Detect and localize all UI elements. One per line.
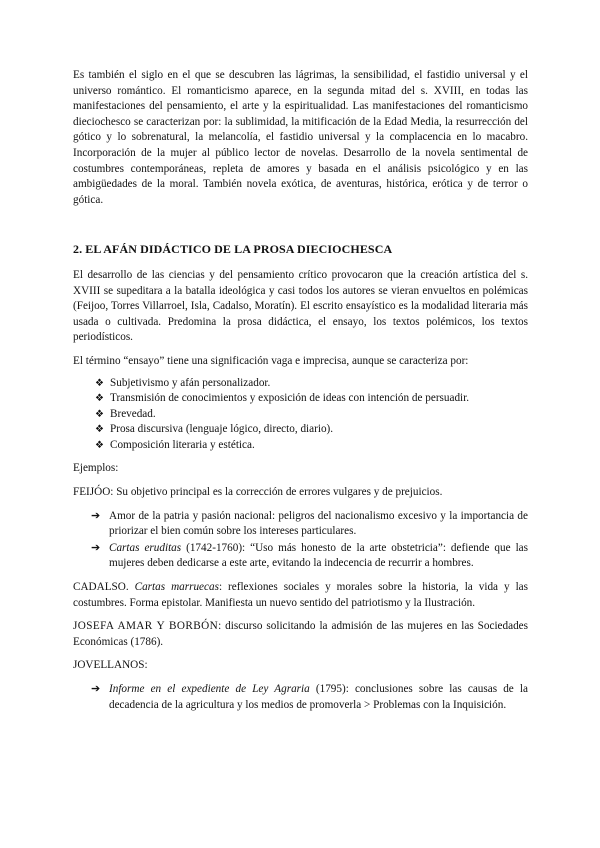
section-paragraph-2: El término “ensayo” tiene una significación vaga e imprecisa, aunque se caracteriza por: [73, 354, 469, 367]
section-paragraph-1: El desarrollo de las ciencias y del pensamiento crítico provocaron que la creación artística del s. XVIII se supeditara a la batalla ideológica y casi todos los autores se vieran envueltos en polémicas (Feijoo, Torres Villarroel, Isla, Cadalso, Moratín). El escrito ensayístico es la modalidad literaria más usada o cultivada. Predomina la prosa didáctica, el ensayo, los textos polémicos, los textos periodísticos. [73, 268, 528, 344]
diamond-bullet-icon: ❖ [95, 393, 104, 405]
list-item: ❖ Prosa discursiva (lenguaje lógico, directo, diario). [95, 422, 528, 438]
diamond-bullet-icon: ❖ [95, 439, 104, 451]
intro-paragraph: Es también el siglo en el que se descubren las lágrimas, la sensibilidad, el fastidio universal y el universo romántico. El romanticismo aparece, en la segunda mitad del s. XVIII, en todas las manifestaciones del pensamiento, el arte y la espiritualidad. Las manifestaciones del romanticismo dieciochesco se caracterizan por: la sublimidad, la mitificación de la Edad Media, la resurrección del gótico y lo sobrenatural, la melancolía, el fastidio universal y la complacencia en lo macabro. Incorporación de la mujer al público lector de novelas. Desarrollo de la novela sentimental de costumbres contemporáneas, repleta de amores y basada en el análisis psicológico y en las ambigüedades de la moral. También novela exótica, de aventuras, histórica, erótica y de terror o gótica. [73, 69, 528, 206]
work-title: Informe en el expediente de Ley Agraria [109, 683, 310, 695]
arrow-bullet-icon: ➔ [91, 683, 101, 695]
cadalso-paragraph: CADALSO. Cartas marruecas: reflexiones sociales y morales sobre la historia, la vida y las costumbres. Forma epistolar. Manifiesta un nuevo sentido del patriotismo y la Ilustración. [73, 581, 528, 609]
arrow-bullet-icon: ➔ [91, 509, 101, 522]
jovellanos-works-list [73, 682, 528, 713]
list-item: ❖ Composición literaria y estética. [95, 438, 528, 454]
diamond-bullet-icon: ❖ [95, 408, 104, 420]
diamond-bullet-icon: ❖ [95, 424, 104, 436]
list-item: ➔ Informe en el expediente de Ley Agraria (1795): conclusiones sobre las causas de la decadencia de la agricultura y los medios de promoverla > Problemas con la Inquisición. [91, 683, 529, 711]
list-item: ❖ Subjetivismo y afán personalizador. [95, 376, 528, 392]
list-item: ➔ Amor de la patria y pasión nacional: peligros del nacionalismo excesivo y la importancia de priorizar el bien común sobre los intereses particulares. [91, 509, 528, 538]
list-item: ❖ Transmisión de conocimientos y exposición de ideas con intención de persuadir. [95, 391, 528, 407]
josefa-paragraph: JOSEFA AMAR Y BORBÓN: discurso solicitando la admisión de las mujeres en las Sociedades Económicas (1786). [73, 620, 528, 648]
essay-traits-list [73, 376, 528, 454]
list-item: ➔ Cartas eruditas (1742-1760): “Uso más honesto de la arte obstetricia”: defiende que las mujeres deben dedicarse a este arte, evitando la indecencia de recurrir a hombres. [91, 541, 528, 570]
author-name: FEIJÓO [73, 486, 111, 499]
author-name: JOSEFA AMAR Y BORBÓN [73, 620, 219, 633]
document-page [73, 68, 528, 721]
work-title: Cartas eruditas [109, 541, 182, 554]
examples-label: Ejemplos: [73, 462, 119, 475]
section-heading: 2. EL AFÁN DIDÁCTICO DE LA PROSA DIECIOCHESCA [73, 242, 393, 257]
jovellanos-label: JOVELLANOS: [73, 659, 148, 672]
feijoo-works-list [73, 509, 528, 572]
author-name: CADALSO. [73, 581, 129, 594]
work-title: Cartas marruecas [134, 581, 219, 594]
list-item: ❖ Brevedad. [95, 407, 528, 423]
arrow-bullet-icon: ➔ [91, 541, 101, 554]
feijoo-paragraph: FEIJÓO: Su objetivo principal es la corrección de errores vulgares y de prejuicios. [73, 486, 443, 499]
diamond-bullet-icon: ❖ [95, 377, 104, 389]
